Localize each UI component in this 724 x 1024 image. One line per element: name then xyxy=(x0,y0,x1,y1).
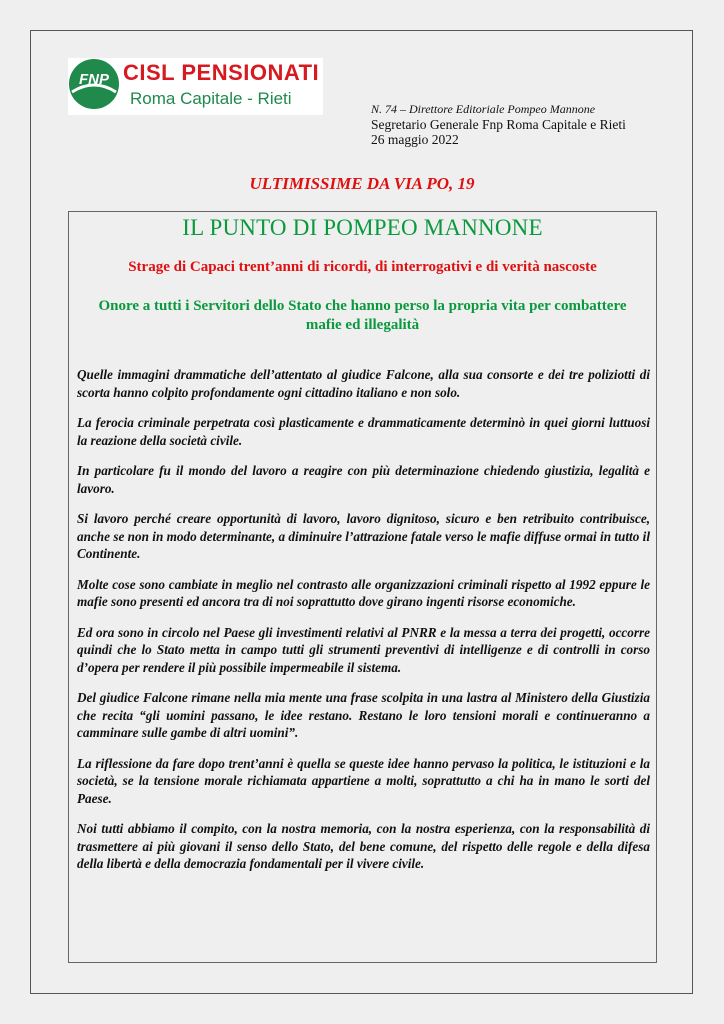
paragraph: Quelle immagini drammatiche dell’attentato al giudice Falcone, alla sua consorte e dei tre poliziotti di scorta hanno colpito profondamente ogni cittadino italiano e non solo. xyxy=(77,367,650,400)
paragraph: In particolare fu il mondo del lavoro a reagire con più determinazione chiedendo giustizia, legalità e lavoro. xyxy=(77,463,650,496)
issue-date: 26 maggio 2022 xyxy=(371,132,459,147)
logo-badge-text: FNP xyxy=(79,71,109,88)
secretary-line: Segretario Generale Fnp Roma Capitale e Rieti xyxy=(371,117,626,132)
article-subtitle-green: Onore a tutti i Servitori dello Stato che hanno perso la propria vita per combattere mafie ed illegalità xyxy=(98,298,627,333)
paragraph: La riflessione da fare dopo trent’anni è quella se queste idee hanno pervaso la politica, le istituzioni e la società, se la tensione morale richiamata appartiene a molti, soprattutto a chi ha in mano le sorti del Paese. xyxy=(77,755,650,806)
paragraph: La ferocia criminale perpetrata così plasticamente e drammaticamente determinò in quei giorni luttuosi la reazione della società civile. xyxy=(77,415,650,448)
header-meta xyxy=(371,102,671,147)
paragraph: Molte cose sono cambiate in meglio nel contrasto alle organizzazioni criminali rispetto al 1992 eppure le mafie sono presenti ed ancora tra di noi soprattutto dove girano ingenti risorse economiche. xyxy=(77,576,650,609)
fnp-cisl-logo xyxy=(68,58,323,115)
fnp-badge-icon xyxy=(68,58,120,110)
editor-line: N. 74 – Direttore Editoriale Pompeo Mannone xyxy=(371,102,596,116)
paragraph: Noi tutti abbiamo il compito, con la nostra memoria, con la nostra esperienza, con la responsabilità di trasmettere ai più giovani il senso dello Stato, del bene comune, del rispetto delle regole e della difesa della libertà e della democrazia fondamentali per il vivere civile. xyxy=(77,821,650,871)
paragraph: Del giudice Falcone rimane nella mia mente una frase scolpita in una lastra al Ministero della Giustizia che recita “gli uomini passano, le idee restano. Restano le loro tensioni morali e continueranno a camminare sulle gambe di altri uomini”. xyxy=(77,690,650,740)
logo-title xyxy=(123,61,319,85)
paragraph: Ed ora sono in circolo nel Paese gli investimenti relativi al PNRR e la messa a terra dei progetti, occorre quindi che lo Stato metta in campo tutti gli strumenti preventivi di intelligenze e di controlli in corso d’opera per rendere il più possibile impermeabile il sistema. xyxy=(77,624,650,675)
article-body xyxy=(77,366,650,886)
kicker-heading: ULTIMISSIME DA VIA PO, 19 xyxy=(249,174,475,193)
article-subtitle-red: Strage di Capaci trent’anni di ricordi, di interrogativi e di verità nascoste xyxy=(128,259,597,275)
logo-title-pensionati: PENSIONATI xyxy=(181,60,320,85)
logo-subtitle: Roma Capitale - Rieti xyxy=(130,89,292,108)
logo-title-cisl: CISL xyxy=(123,60,175,85)
paragraph: Si lavoro perché creare opportunità di lavoro, lavoro dignitoso, sicuro e ben retribuito contribuisce, anche se non in modo determinante, a diminuire l’attrazione fatale verso le mafie diffuse ormai in tutto il Continente. xyxy=(77,511,650,561)
article-title: IL PUNTO DI POMPEO MANNONE xyxy=(182,215,543,240)
